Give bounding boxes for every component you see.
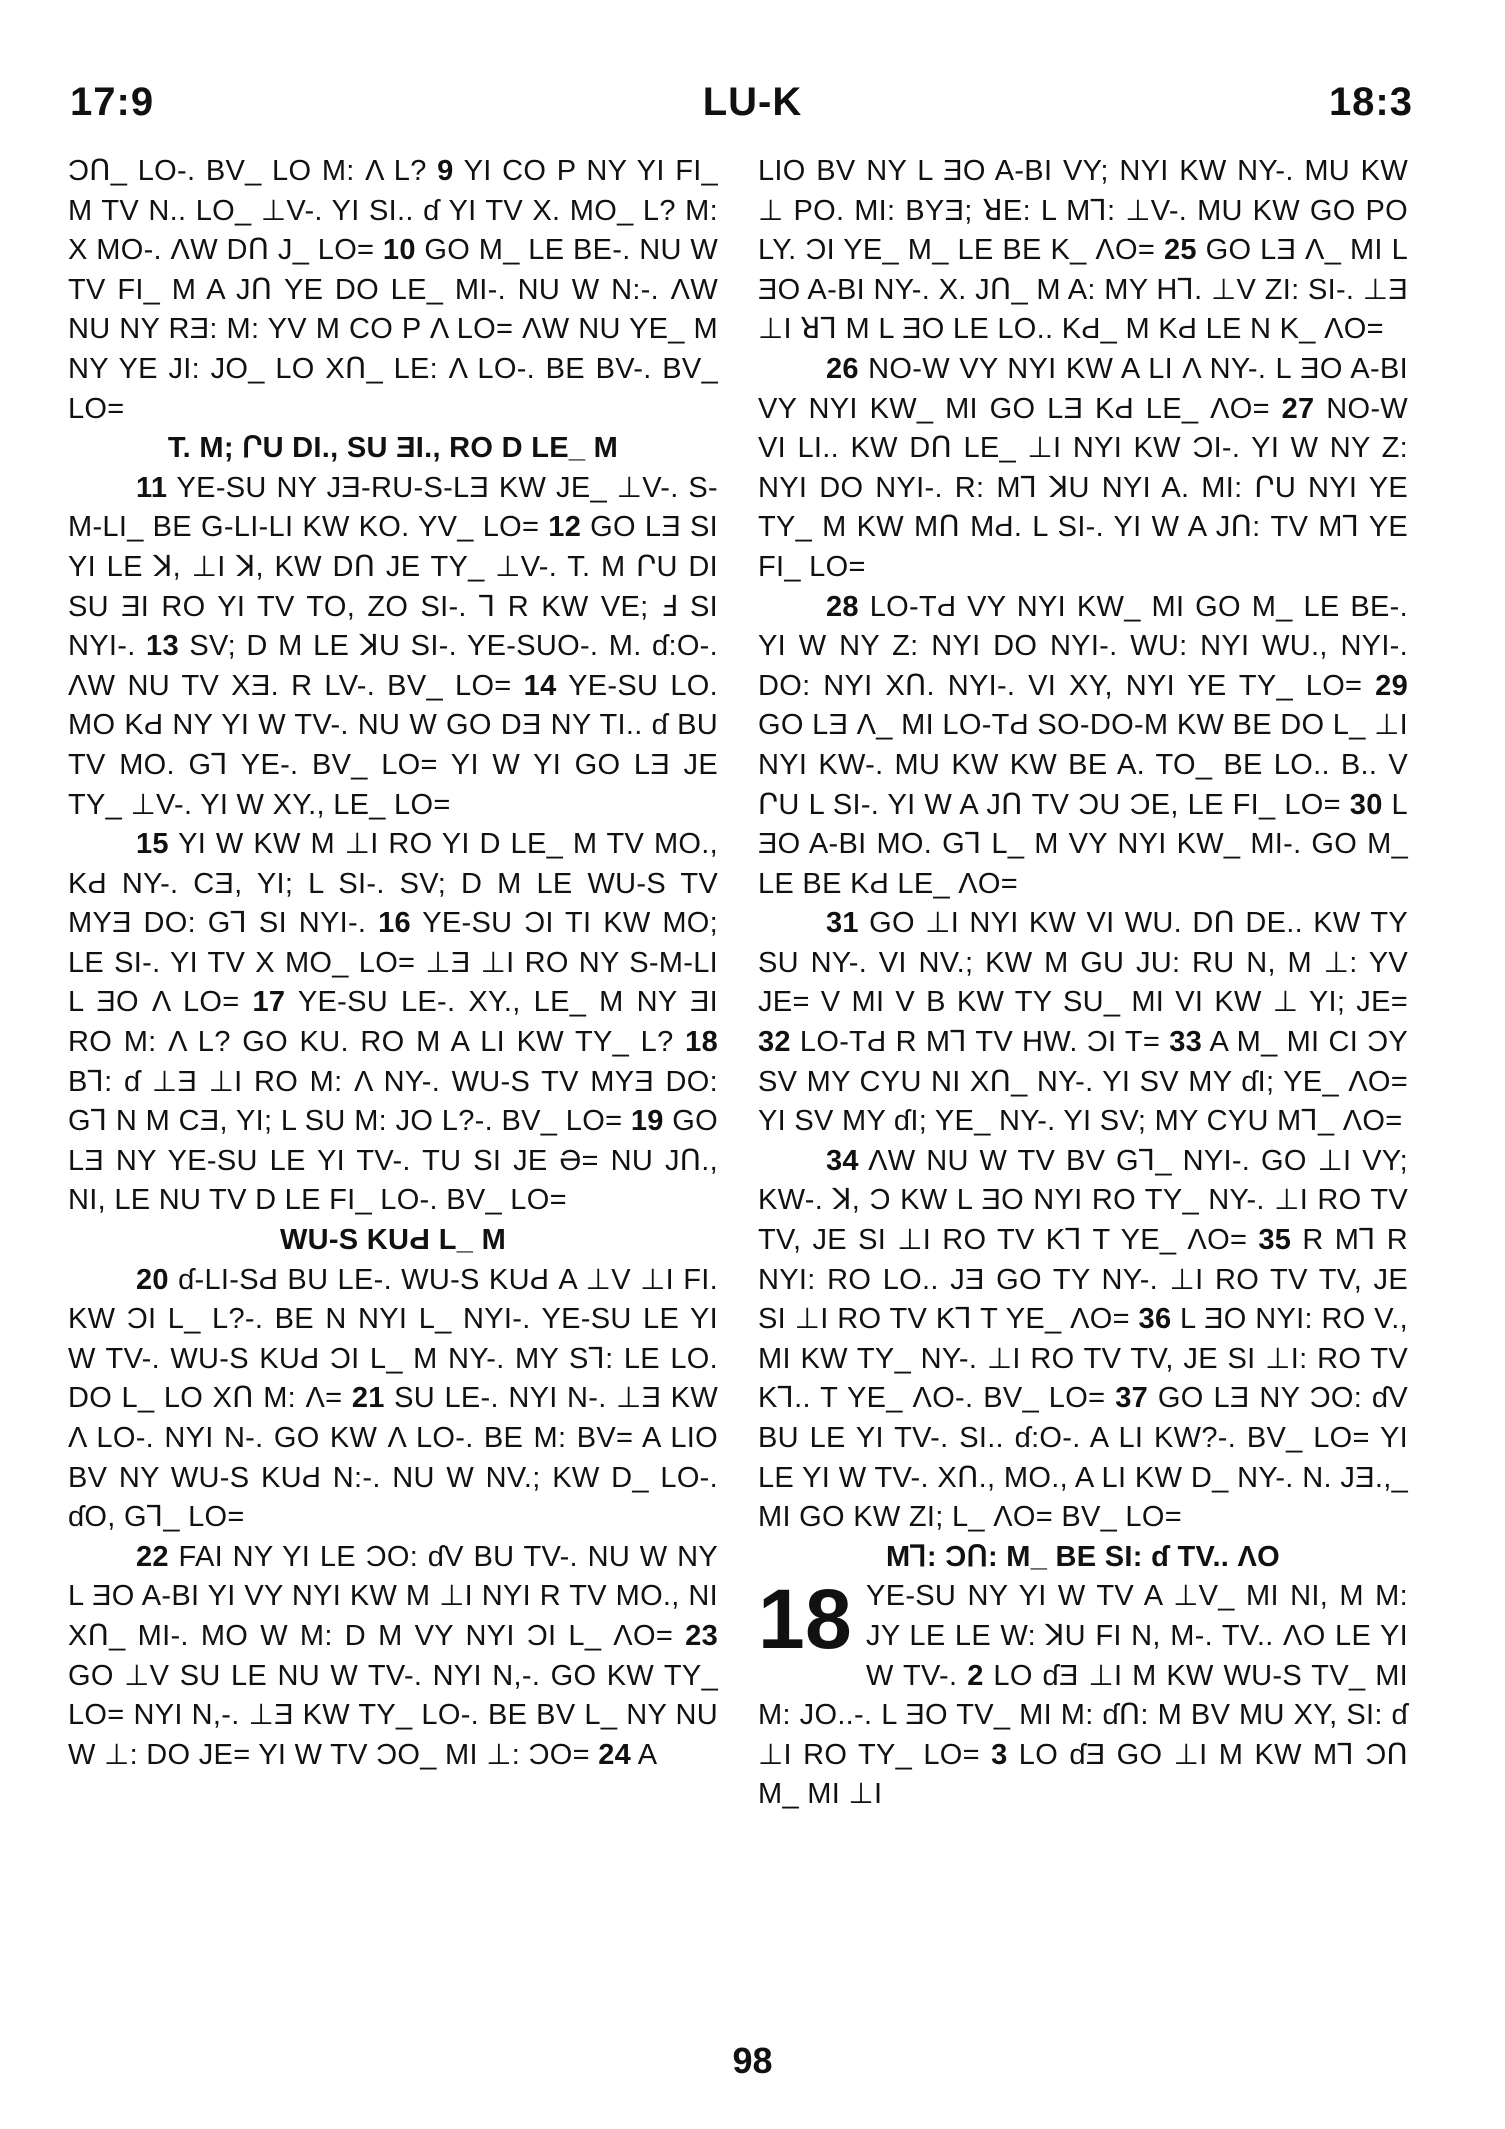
verse-number: 28 (826, 590, 859, 623)
verse-number: 15 (136, 828, 169, 861)
verse-number: 12 (548, 511, 582, 544)
verse-number: 34 (826, 1144, 859, 1177)
verse-number: 36 (1138, 1303, 1172, 1336)
text: L ƎO A-BI MO. GꞀ L_ M VY NYI KW_ MI-. GO M_ LE BE KԀ LE_ ΛO= (758, 788, 1408, 900)
verse-number: 3 (991, 1738, 1008, 1771)
text: YI CO P NY YI FI_ M TV N.. LO_ ⊥V-. YI SI.. ɗ YI TV X. MO_ L? M: X MO-. ΛW DՈ J_ LO= (68, 155, 718, 267)
text: L ƎO NYI: RO V., MI KW TY_ NY-. ⊥I RO TV TV, JE SI ⊥I: RO TV KꞀ.. T YE_ ΛO-. BV_ LO= (758, 1303, 1408, 1415)
text: R MꞀ R NYI: RO LO.. JƎ GO TY NY-. ⊥I RO TV TV, JE SI ⊥I RO TV KꞀ T YE_ ΛO= (758, 1224, 1408, 1336)
verse-number: 37 (1115, 1382, 1149, 1415)
verse-number: 33 (1169, 1026, 1203, 1059)
chapter-heading: MꞀ: ƆՈ: M_ BE SI: ɗ TV.. ΛO (885, 1540, 1281, 1573)
text: GO ⊥I NYI KW VI WU. DՈ DE.. KW TY SU NY-. VI NV.; KW M GU JU: RU N, M ⊥: YV JE= V MI V B KW TY SU_ MI VI KW ⊥ YI; JE= (758, 907, 1408, 1019)
verse-number: 19 (630, 1105, 664, 1138)
text: YE-SU NY JƎ-RU-S-LƎ KW JE_ ⊥V-. S-M-LI_ BE G-LI-LI KW KO. YV_ LO= (68, 471, 718, 544)
text: LIO BV NY L ƎO A-BI VY; NYI KW NY-. MU KW ⊥ PO. MI: BYƎ; ꓤE: L MꞀ: ⊥V-. MU KW GO PO LY. ƆI YE_ M_ LE BE K_ ΛO= (758, 155, 1408, 267)
verse-number: 20 (136, 1263, 169, 1296)
text: GO LƎ NY YE-SU LE YI TV-. TU SI JE Ә= NU JՈ., NI, LE NU TV D LE FI_ LO-. BV_ LO= (68, 1105, 718, 1217)
verse-number: 24 (598, 1738, 632, 1771)
text: LO-TԀ R MꞀ TV HW. ƆI T= (790, 1026, 1170, 1059)
text: YE-SU ƆI TI KW MO; LE SI-. YI TV X MO_ LO= ⊥Ǝ ⊥I RO NY S-M-LI L ƎO Λ LO= (68, 907, 719, 1019)
paragraph (758, 1142, 1408, 1538)
verse-number: 29 (1375, 669, 1408, 702)
left-column (68, 152, 718, 1775)
paragraph (758, 350, 1408, 588)
paragraph (68, 825, 718, 1221)
verse-number: 32 (758, 1026, 791, 1059)
verse-number: 21 (351, 1382, 385, 1415)
verse-number: 11 (136, 471, 168, 504)
text: YE-SU LO. MO KԀ NY YI W TV-. NU W GO DƎ NY TI.. ɗ BU TV MO. GꞀ YE-. BV_ LO= YI W YI GO LƎ JE TY_ ⊥V-. YI W XY., LE_ LO= (68, 669, 718, 821)
section-heading: WU-S KUԀ L_ M (279, 1224, 507, 1257)
text: GO M_ LE BE-. NU W TV FI_ M A JՈ YE DO LE_ MI-. NU W N:-. ΛW NU NY RƎ: M: YV M CO P Λ LO= ΛW NU YE_ M NY YE JI: JO_ LO XՈ_ LE: Λ LO-. BE BV-. BV_ LO= (68, 234, 718, 425)
text: ɗ-LI-SԀ BU LE-. WU-S KUԀ A ⊥V ⊥I FI. KW ƆI L_ L?-. BE N NYI L_ NYI-. YE-SU LE YI W TV-. WU-S KUԀ ƆI L_ M NY-. MY SꞀ: LE LO. DO L_ LO XՈ M: Λ= (68, 1263, 718, 1415)
text: SU LE-. NYI N-. ⊥Ǝ KW Λ LO-. NYI N-. GO KW Λ LO-. BE M: BV= A LIO BV NY WU-S KUԀ N:-. NU W NV.; KW D_ LO-. ɗO, GꞀ_ LO= (68, 1382, 718, 1534)
chapter-number: 18 (758, 1572, 853, 1667)
running-head-title: LU-K (702, 80, 803, 124)
text: ƆՈ_ LO-. BV_ LO M: Λ L? (68, 155, 438, 187)
running-head-right: 18:3 (1328, 80, 1413, 124)
paragraph (68, 1538, 718, 1776)
text: GO LƎ Λ_ MI LO-TԀ SO-DO-M KW BE DO L_ ⊥I NYI KW-. MU KW KW BE A. TO_ BE LO.. B.. V ՐU L SI-. YI W A JՈ TV ƆU ƆE, LE FI_ LO= (758, 709, 1408, 821)
text: NO-W VY NYI KW A LI Λ NY-. L ƎO A-BI VY NYI KW_ MI GO LƎ KԀ LE_ ΛO= (758, 352, 1408, 425)
text: YE-SU LE-. XY., LE_ M NY ƎI RO M: Λ L? GO KU. RO M A LI KW TY_ L? (68, 986, 719, 1059)
paragraph (758, 588, 1408, 905)
verse-number: 22 (136, 1540, 169, 1573)
running-head-left: 17:9 (70, 80, 155, 124)
text: GO LƎ NY ƆO: ɗV BU LE YI TV-. SI.. ɗ:O-. A LI KW?-. BV_ LO= YI LE YI W TV-. XՈ., MO., A LI KW D_ NY-. N. JƎ.,_ MI GO KW ZI; L_ ΛO= BV_ LO= (758, 1382, 1408, 1534)
text: A (631, 1738, 658, 1771)
text: FAI NY YI LE ƆO: ɗV BU TV-. NU W NY L ƎO A-BI YI VY NYI KW M ⊥I NYI R TV MO., NI XՈ_ MI-. MO W M: D M VY NYI ƆI L_ ΛO= (68, 1540, 718, 1652)
text: GO ⊥V SU LE NU W TV-. NYI N,-. GO KW TY_ LO= NYI N,-. ⊥Ǝ KW TY_ LO-. BE BV L_ NY NU W ⊥: DO JE= YI W TV ƆO_ MI ⊥: ƆO= (68, 1659, 718, 1771)
verse-number: 14 (523, 669, 557, 702)
verse-number: 31 (826, 907, 859, 940)
text: A M_ MI CI ƆY SV MY CYU NI XՈ_ NY-. YI SV MY ɗI; YE_ ΛO= YI SV MY ɗI; YE_ NY-. YI SV; MY CYU MꞀ_ ΛO= (758, 1026, 1409, 1138)
paragraph (758, 904, 1408, 1142)
verse-number: 27 (1281, 392, 1315, 425)
paragraph (68, 152, 718, 429)
verse-number: 16 (378, 907, 411, 940)
verse-number: 26 (826, 352, 859, 385)
paragraph (758, 152, 1408, 350)
text: YI W KW M ⊥I RO YI D LE_ M TV MO., KԀ NY-. CƎ, YI; L SI-. SV; D M LE WU-S TV MYƎ DO: GꞀ SI NYI-. (68, 828, 718, 940)
verse-number: 10 (382, 234, 416, 267)
verse-number: 18 (685, 1026, 718, 1059)
paragraph (758, 1572, 1409, 1815)
verse-number: 17 (252, 986, 286, 1019)
verse-number: 30 (1349, 788, 1383, 821)
verse-number: 2 (967, 1659, 984, 1692)
text: SV; D M LE ꓘU SI-. YE-SUO-. M. ɗ:O-. ΛW NU TV XƎ. R LV-. BV_ LO= (68, 630, 718, 702)
text: BꞀ: ɗ ⊥Ǝ ⊥I RO M: Λ NY-. WU-S TV MYƎ DO: GꞀ N M CƎ, YI; L SU M: JO L?-. BV_ LO= (68, 1065, 718, 1138)
right-column (758, 152, 1408, 1815)
verse-number: 35 (1258, 1224, 1292, 1257)
text: GO LƎ Λ_ MI L ƎO A-BI NY-. X. JՈ_ M A: MY HꞀ. ⊥V ZI: SI-. ⊥Ǝ ⊥I ꓤꞀ M L ƎO LE LO.. KԀ_ M KԀ LE N K_ ΛO= (758, 234, 1408, 346)
text: LO ɗƎ GO ⊥I M KW MꞀ ƆՈ M_ MI ⊥I (758, 1738, 1408, 1811)
text: GO LƎ SI YI LE ꓘ, ⊥I ꓘ, KW DՈ JE TY_ ⊥V-. T. M ՐU DI SU ƎI RO YI TV TO, ZO SI-. Ꞁ R KW VE; Ⅎ SI NYI-. (68, 511, 719, 663)
verse-number: 25 (1163, 234, 1197, 267)
verse-number: 13 (146, 630, 179, 663)
section-heading: T. M; ՐU DI., SU ƎI., RO D LE_ M (167, 432, 619, 465)
text: ΛW NU W TV BV GꞀ_ NYI-. GO ⊥I VY; KW-. ꓘ, Ɔ KW L ƎO NYI RO TY_ NY-. ⊥I RO TV TV, JE SI ⊥I RO TV KꞀ T YE_ ΛO= (758, 1144, 1408, 1257)
text: NO-W VI LI.. KW DՈ LE_ ⊥I NYI KW ƆI-. YI W NY Z: NYI DO NYI-. R: MꞀ ꓘU NYI A. MI: ՐU NYI YE TY_ M KW MՈ MԀ. L SI-. YI W A JՈ: TV MꞀ YE FI_ LO= (758, 392, 1408, 583)
verse-number: 23 (685, 1619, 718, 1652)
text: YE-SU NY YI W TV A ⊥V_ MI NI, M M: JY LE LE W: ꓘU FI N, M-. TV.. ΛO LE YI W TV-. (866, 1580, 1408, 1692)
paragraph (68, 1261, 718, 1538)
text: LO-TԀ VY NYI KW_ MI GO M_ LE BE-. YI W NY Z: NYI DO NYI-. WU: NYI WU., NYI-. DO: NYI XՈ. NYI-. VI XY, NYI YE TY_ LO= (758, 590, 1408, 702)
page-number: 98 (732, 2040, 773, 2081)
verse-number: 9 (437, 155, 454, 187)
text: LO ɗƎ ⊥I M KW WU-S TV_ MI M: JO..-. L ƎO TV_ MI M: ɗՈ: M BV MU XY, SI: ɗ ⊥I RO TY_ LO= (758, 1659, 1409, 1771)
paragraph (68, 469, 718, 825)
